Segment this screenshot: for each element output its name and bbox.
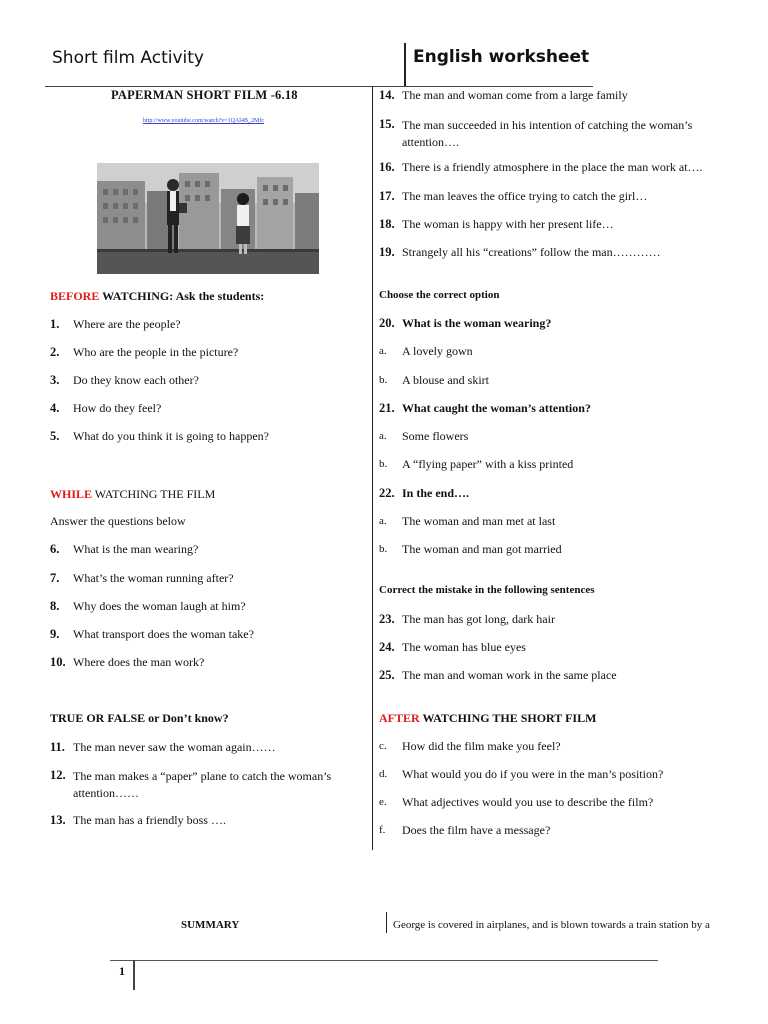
item-number: 19. [379,245,395,259]
item-text: The woman has blue eyes [402,640,526,654]
footer-rule [110,960,658,961]
while-intro: Answer the questions below [50,514,186,528]
option-text: A “flying paper” with a kiss printed [402,457,574,471]
item-text: Where are the people? [73,317,181,331]
item-text: What would you do if you were in the man’s position? [402,767,664,781]
question-21 [379,401,739,417]
item-number: 18. [379,217,395,231]
list-item [379,88,739,104]
before-heading-rest: WATCHING: Ask the students: [99,289,265,303]
item-text: The woman is happy with her present life… [402,217,614,231]
item-text: The man never saw the woman again…… [73,740,276,754]
item-letter: f. [379,824,386,836]
item-number: 16. [379,160,395,174]
list-item [379,668,739,684]
while-heading-red: WHILE [50,487,93,501]
film-link[interactable]: http://www.youtube.com/watch?v=1QAl4B_2Mfc [143,118,264,124]
item-number: 25. [379,668,395,682]
list-item [50,542,370,558]
item-number: 23. [379,612,395,626]
list-item [50,317,370,333]
item-text: What’s the woman running after? [73,571,234,585]
item-number: 10. [50,655,66,669]
list-item [379,160,739,176]
list-item [50,740,370,756]
item-number: 2. [50,345,60,359]
list-item [379,823,739,839]
list-item [379,189,739,205]
before-heading [50,289,264,304]
item-text: The man and woman work in the same place [402,668,617,682]
item-letter: c. [379,740,387,752]
list-item [379,739,739,755]
option-text: A lovely gown [402,344,473,358]
film-still-image [97,163,319,274]
choose-heading: Choose the correct option [379,289,500,301]
list-item [379,245,739,261]
true-false-heading: TRUE OR FALSE or Don’t know? [50,711,229,725]
before-heading-red: BEFORE [50,289,100,303]
question-22 [379,486,739,502]
list-item [50,401,370,417]
question-20 [379,316,739,332]
item-letter: d. [379,768,388,780]
item-text: Where does the man work? [73,655,205,669]
option-letter: a. [379,345,387,357]
item-text: What transport does the woman take? [73,627,254,641]
item-number: 9. [50,627,60,641]
mistake-heading: Correct the mistake in the following sentences [379,584,595,596]
column-divider [372,86,373,850]
option-item [379,429,739,445]
list-item [50,571,370,587]
item-text: The man has a friendly boss …. [73,813,226,827]
item-number: 7. [50,571,60,585]
item-number: 22. [379,486,395,500]
item-text: In the end…. [402,486,470,500]
item-number: 6. [50,542,60,556]
summary-divider [386,912,387,933]
item-number: 17. [379,189,395,203]
item-number: 13. [50,813,66,827]
option-text: Some flowers [402,429,469,443]
item-number: 12. [50,768,66,782]
film-title: PAPERMAN SHORT FILM -6.18 [111,88,298,102]
item-number: 24. [379,640,395,654]
item-text: There is a friendly atmosphere in the place the man work at…. [402,160,703,174]
after-heading-red: AFTER [379,711,420,725]
item-number: 4. [50,401,60,415]
list-item [379,217,739,233]
item-number: 5. [50,429,60,443]
option-text: The woman and man met at last [402,514,556,528]
item-text: The man has got long, dark hair [402,612,555,626]
item-text: Who are the people in the picture? [73,345,239,359]
item-number: 20. [379,316,395,330]
list-item [50,429,370,445]
item-text: The man leaves the office trying to catch the girl… [402,189,648,203]
option-letter: b. [379,458,388,470]
item-text: What do you think it is going to happen? [73,429,269,443]
option-item [379,457,739,473]
header-left-title: Short film Activity [52,48,204,68]
after-heading [379,711,596,726]
option-letter: a. [379,430,387,442]
after-heading-rest: WATCHING THE SHORT FILM [419,711,597,725]
option-item [379,373,739,389]
list-item [50,627,370,643]
item-text: What adjectives would you use to describe the film? [402,795,654,809]
list-item [379,767,739,783]
list-item [50,768,370,802]
film-still-svg [97,163,319,274]
item-text: How did the film make you feel? [402,739,561,753]
item-number: 14. [379,88,395,102]
option-item [379,514,739,530]
list-item [379,640,739,656]
list-item [50,655,370,671]
list-item [50,373,370,389]
list-item [50,813,370,829]
list-item [379,612,739,628]
item-number: 1. [50,317,60,331]
item-number: 11. [50,740,65,754]
header-rule [45,86,593,87]
item-number: 8. [50,599,60,613]
item-text: What is the man wearing? [73,542,199,556]
option-item [379,542,739,558]
summary-label: SUMMARY [181,919,240,931]
list-item [379,117,739,151]
item-text: Strangely all his “creations” follow the man………… [402,245,661,259]
option-text: The woman and man got married [402,542,562,556]
item-text: The man makes a “paper” plane to catch the woman’s attention…… [73,769,332,800]
item-text: What caught the woman’s attention? [402,401,591,415]
item-text: The man succeeded in his intention of catching the woman’s attention…. [402,118,693,149]
item-number: 21. [379,401,395,415]
item-letter: e. [379,796,387,808]
option-letter: a. [379,515,387,527]
list-item [50,345,370,361]
item-text: How do they feel? [73,401,162,415]
header-divider [404,43,406,86]
list-item [379,795,739,811]
item-number: 15. [379,117,395,131]
footer-divider [133,960,135,990]
page-number: 1 [119,964,125,978]
option-text: A blouse and skirt [402,373,489,387]
while-heading [50,487,215,502]
summary-text: George is covered in airplanes, and is blown towards a train station by a [393,919,710,931]
option-letter: b. [379,374,388,386]
item-text: Does the film have a message? [402,823,551,837]
list-item [50,599,370,615]
item-text: What is the woman wearing? [402,316,552,330]
item-text: The man and woman come from a large family [402,88,628,102]
header-right-title: English worksheet [413,47,590,67]
item-text: Why does the woman laugh at him? [73,599,246,613]
item-text: Do they know each other? [73,373,199,387]
while-heading-rest: WATCHING THE FILM [92,487,216,501]
option-letter: b. [379,543,388,555]
item-number: 3. [50,373,60,387]
option-item [379,344,739,360]
